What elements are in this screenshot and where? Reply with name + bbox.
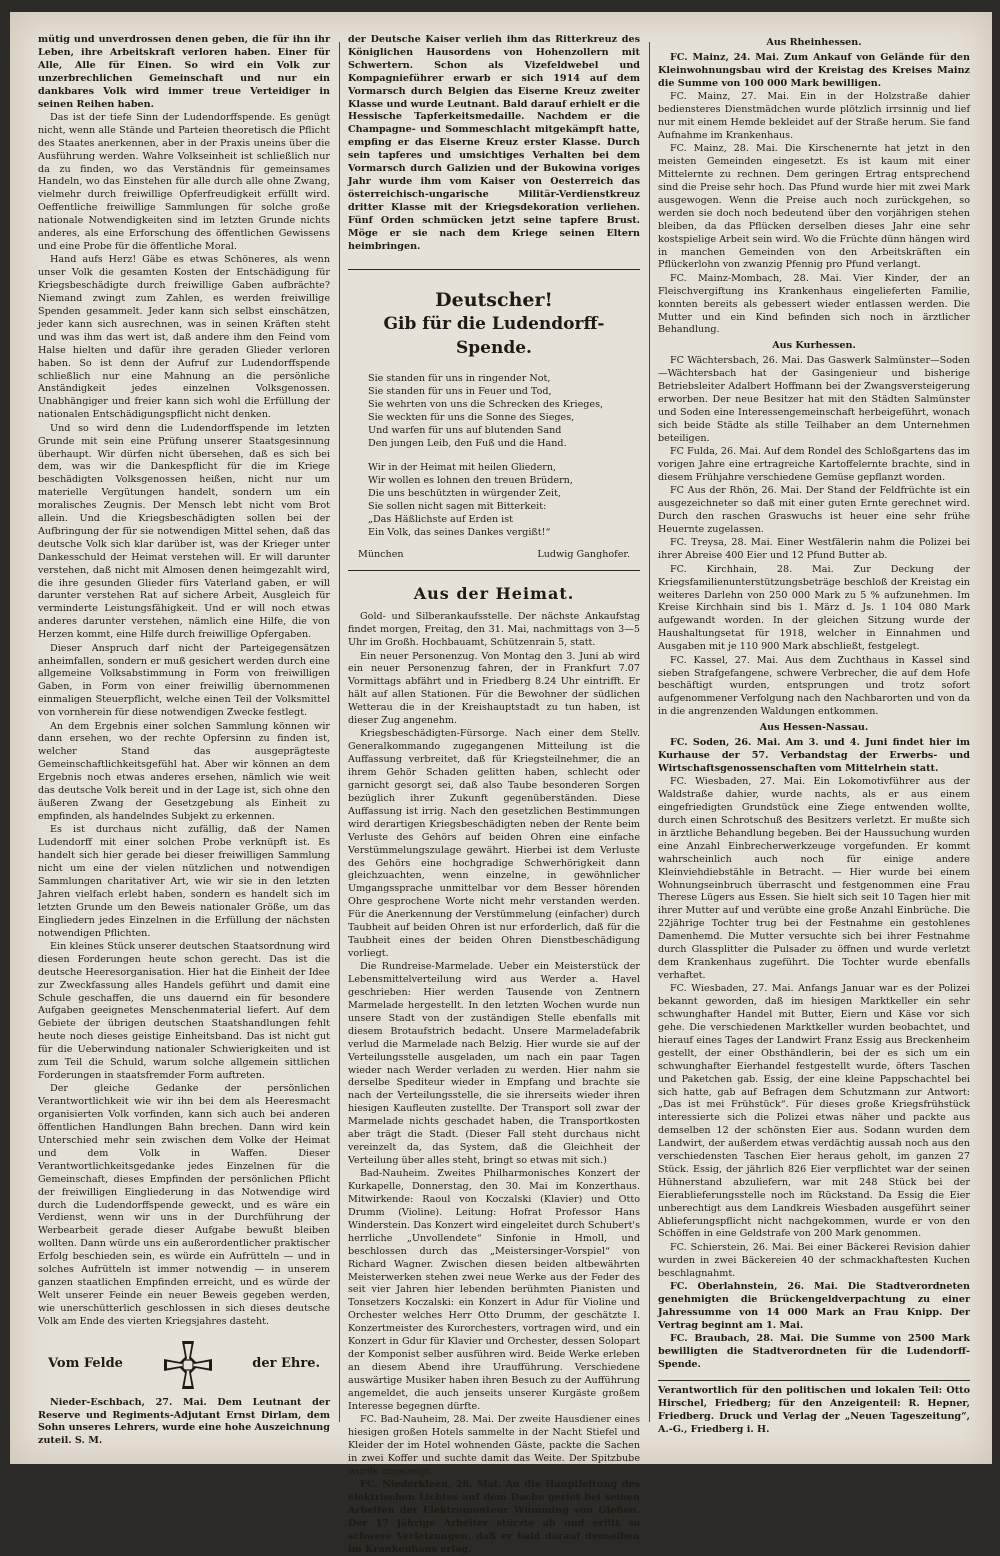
paragraph: FC. Mainz, 27. Mai. Ein in der Holzstraße dahier bediensteres Dienstmädchen wurde plötzlich irrsinnig und lief nur mit einem Hemde bekleidet auf der Straße herum. Sie fand Aufnahme im Krankenhaus. <box>658 91 970 141</box>
poem-line: Die uns beschützten in würgender Zeit, <box>368 488 562 500</box>
poem-line: Sie standen für uns in ringender Not, <box>368 373 551 385</box>
column-2 <box>348 34 640 1555</box>
felde-heading-left: Vom Felde <box>48 1356 123 1372</box>
paragraph: FC. Mainz, 24. Mai. Zum Ankauf von Gelände für den Kleinwohnungsbau wird der Kreistag des Kreises Mainz die Summe von 100 000 Mark bewilligen. <box>658 51 970 89</box>
poem-line: Den jungen Leib, den Fuß und die Hand. <box>368 438 567 450</box>
poem-line: Sie sollen nicht sagen mit Bitterkeit: <box>368 501 547 513</box>
paragraph: FC. Oberlahnstein, 26. Mai. Die Stadtverordneten genehmigten die Brückengeldverpachtung zu einer Jahressumme von 14 000 Mark an Frau Knipp. Der Vertrag beginnt am 1. Mai. <box>658 1281 970 1331</box>
poem-subtitle: Gib für die Ludendorff-Spende. <box>383 314 605 359</box>
paragraph: Der gleiche Gedanke der persönlichen Verantwortlichkeit wie wir ihn bei dem als Heeresmacht organisierten Volk vorfinden, kann sich auch bei anderen öffentlichen Handlungen Bahn brechen. Dann wird kein Unterschied mehr sein zwischen dem Volke der Heimat und dem Volk in Waffen. Dieser Verantwortlichkeitsgedanke jedes Einzelnen für die Gemeinschaft, dieses Empfinden der persönlichen Pflicht der freiwilligen Eingliederung in das Notwendige wird durch die Ludendorffspende geweckt, und es wäre ein Verdienst, wenn wir uns in der Durchführung der Werbearbeit gerade dieser Aufgabe bewußt bleiben wollten. Dann würde uns ein außerordentlicher praktischer Erfolg beschieden sein, es würde ein Aufrütteln — und in solches Aufrütteln ist immer notwendig — in unserem ganzen staatlichen Empfinden erreicht, und es würde der Welt unserer Feinde ein neuer Beweis gegeben werden, wie unerschütterlich geschlossen in sich dieses deutsche Volk am Ende des vierten Kriegsjahres dasteht. <box>38 1083 330 1327</box>
paragraph: FC. Niederkleen, 28. Mai. An die Hauptleitung des elektrischen Lichtes auf dem Dache geriet bei seinen Arbeiten der Elektromonteur Wümming von Gießen. Der 17 jährige Arbeiter stürzte ab und erlitt so schwere Verletzungen, daß er bald darauf denselben im Krankenhaus erlag. <box>348 1479 640 1555</box>
section-heading: Aus Rheinhessen. <box>766 37 862 48</box>
felde-heading-right: der Ehre. <box>252 1356 320 1372</box>
poem-line: Und warfen für uns auf blutenden Sand <box>368 425 562 437</box>
poem-signature <box>354 549 634 562</box>
paragraph: FC. Wiesbaden, 27. Mai. Ein Lokomotivführer aus der Waldstraße dahier, wurde nachts, als er aus einem eingefriedigten Grundstück eine Ziege entwenden wollte, durch einen Schrotschuß des Besitzers verletzt. Er mußte sich in ärztliche Behandlung begeben. Bei der Haussuchung wurden eine Anzahl Einbrecherwerkzeuge vorgefunden. Er kommt wahrscheinlich auch noch für einige andere Kleinviehdiebstähle in Betracht. — Hier wurde bei einem Wohnungseinbruch überrascht und festgenommen eine Frau Therese Lügers aus Essen. Sie hielt sich seit 10 Tagen hier mit ihrer Mutter auf und verübte eine große Anzahl Einbrüche. Die 22jährige Tochter trug bei der Festnahme ein gestohlenes Damenhemd. Die Mutter versuchte sich bei ihrer Festnahme durch Glassplitter die Pulsader zu öffnen und wurde verletzt dem Krankenhaus zugeführt. Die Tochter wurde ebenfalls verhaftet. <box>658 776 970 981</box>
poem-line: Sie wehrten von uns die Schrecken des Krieges, <box>368 399 604 411</box>
column-3 <box>658 34 970 1434</box>
iron-cross-icon <box>162 1339 214 1391</box>
paragraph: Ein kleines Stück unserer deutschen Staatsordnung wird diesen Forderungen heute schon gerecht. Das ist die deutsche Heeresorganisation. Hier hat die Einheit der Idee zur Zweckfassung alles Handels geführt und damit eine Schule geschaffen, die uns dauernd ein für besondere Aufgaben geeignetes Menschenmaterial liefert. Auf dem Gebiete der übrigen deutschen Staatshandlungen fehlt heute noch dieses geistige Einheitsband. Das ist nicht gut für die Ueberwindung nationaler Schwierigkeiten und ist zum Teil die Schuld, warum solche allgemein sittlichen Forderungen in staatsfremder Form auftreten. <box>38 940 330 1081</box>
paragraph: Gold- und Silberankaufsstelle. Der nächste Ankaufstag findet morgen, Freitag, den 31. Mai, nachmittags von 3—5 Uhr im Großh. Hochbauamt, Schützenrain 5, statt. <box>348 611 640 649</box>
paragraph: FC. Braubach, 28. Mai. Die Summe von 2500 Mark bewilligten die Stadtverordneten für die Ludendorff-Spende. <box>658 1333 970 1371</box>
paragraph: Es ist durchaus nicht zufällig, daß der Namen Ludendorff mit einer solchen Probe verknüpft ist. Es handelt sich hier gerade bei dieser freiwilligen Sammlung nicht um eine der vielen nützlichen und notwendigen Sammlungen charitativer Art, wie wir sie in den letzten Jahren vielfach erlebt haben, sondern es handelt sich im letzten Grunde um den Beweis nationaler Größe, um das Eingliedern jedes Einzelnen in die Erfüllung der nächsten notwendigen Pflichten. <box>38 824 330 939</box>
column-1 <box>38 34 330 1447</box>
poem-author: Ludwig Ganghofer. <box>537 549 630 561</box>
paragraph: FC. Treysa, 28. Mai. Einer Westfälerin nahm die Polizei bei ihrer Abreise 400 Eier und 12 Pfund Butter ab. <box>658 537 970 562</box>
poem-line: Wir wollen es lohnen den treuen Brüdern, <box>368 475 573 487</box>
poem-line: „Das Häßlichste auf Erden ist <box>368 514 514 526</box>
paragraph: An dem Ergebnis einer solchen Sammlung können wir dann ersehen, wo der rechte Opfersinn zu finden ist, welcher Stand das ausgeprägteste Gemeinschaftlichkeitsgefühl hat. Aber wir können an dem Ergebnis noch etwas anderes ersehen, nämlich wie weit das deutsche Volk bereit und in der Lage ist, sich ohne den äußeren Zwang der Gesetzgebung als Einheit zu empfinden, als handelndes Subjekt zu erkennen. <box>38 720 330 822</box>
paragraph: FC. Wiesbaden, 27. Mai. Anfangs Januar war es der Polizei bekannt geworden, daß im hiesigen Marktkeller ein sehr schwunghafter Handel mit Butter, Eiern und Käse vor sich gehe. Die verschiedenen Marktkeller wurden beobachtet, und hierauf eines Tages der Landwirt Franz Essig aus Breckenheim gestellt, der einer Obsthändlerin, bei der es sich um ein schwunghafter Eierhandel festgestellt wurde, öfters Taschen und Paketchen gab. Essig, der eine kleine Pappschachtel bei sich hatte, gab auf Befragen dem Schutzmann zur Antwort: „Das ist mei Frühstück“. Für dieses große Kriegsfrühstück interessierte sich die Polizei etwas näher und packte aus demselben 12 der schönsten Eier aus. Sodann wurden dem Landwirt, der außerdem etwas verdächtig aussah noch aus den verschiedensten Taschen Eier heraus geholt, im ganzen 27 Stück. Essig, der jährlich 826 Eier verpflichtet war der seinen Hühnerstand abzuliefern, war mit 248 Stück bei der Eierablieferungsstelle noch im Rückstand. Da Essig die Eier unberechtigt aus dem Landkreis Wiesbaden ausgeführt seiner Ablieferungspflicht nicht nachgekommen, wurde er von den Schöffen in eine Geldstrafe von 200 Mark genommen. <box>658 983 970 1240</box>
paragraph: FC. Bad-Nauheim, 28. Mai. Der zweite Hausdiener eines hiesigen großen Hotels sammelte in der Nacht Stiefel und Kleider der im Hotel wohnenden Gäste, packte die Sachen in zwei Koffer und suchte damit das Weite. Der Spitzbube wurde angezeigt. <box>348 1414 640 1477</box>
newspaper-page <box>10 12 992 1555</box>
paragraph: Nieder-Eschbach, 27. Mai. Dem Leutnant der Reserve und Regiments-Adjutant Ernst Dirlam, dem Sohn unseres Lehrers, wurde eine hohe Auszeichnung zuteil. S. M. <box>38 1396 330 1447</box>
stanza-gap <box>354 450 634 461</box>
poem-line: Sie standen für uns in Feuer und Tod, <box>368 386 552 398</box>
paragraph: Und so wird denn die Ludendorffspende im letzten Grunde mit sein eine Prüfung unserer Staatsgesinnung überhaupt. Wir dürfen nicht übersehen, daß es sich bei dem, was wir die Dankespflicht für die im Kriege beschädigten Volksgenossen heißen, nicht nur um materielle Vergütungen handelt, sondern um ein moralisches Zeugnis. Der Mensch lebt nicht vom Brot allein. Und die Kriegsbeschädigten sollen bei der Aufbringung der für sie notwendigen Mittel sehen, daß das deutsche Volk sich klar darüber ist, was der Krieger unter Dankesschuld der Heimat verstehen will. Er will darunter verstehen, daß nicht mit Almosen denen heimgezahlt wird, die ihre gesunden Glieder fürs Vaterland gaben, er will darunter verstehen Rat auf sichere Arbeit, Ausgleich für verminderte Leistungsfähigkeit. Und er will noch etwas anderes darunter verstehen, nämlich eine Hilfe, die von Herzen kommt, eine Hilfe durch freiwillige Opfergaben. <box>38 422 330 641</box>
paragraph: FC. Kassel, 27. Mai. Aus dem Zuchthaus in Kassel sind sieben Strafgefangene, schwere Verbrecher, die auf dem Hofe beschäftigt wurden, entsprungen und trotz sofort aufgenommener Verfolgung nach den Nachbarorten und von da in die angrenzenden Waldungen entkommen. <box>658 654 970 718</box>
paragraph: Bad-Nauheim. Zweites Philharmonisches Konzert der Kurkapelle, Donnerstag, den 30. Mai im Konzerthaus. Mitwirkende: Raoul von Koczalski (Klavier) und Otto Drumm (Violine). Leitung: Hofrat Professor Hans Winderstein. Das Konzert wird eingeleitet durch Schubert's herrliche „Unvollendete“ Sinfonie in Hmoll, und beschlossen durch das „Meistersinger-Vorspiel“ von Richard Wagner. Zwischen diesen beiden altbewährten Meisterwerken stehen zwei neue Werke aus der Feder des seit vier Jahren hier lebenden berühmten Pianisten und Tonsetzers Koczalski: ein Konzert in Adur für Violine und Orchester welches Herr Otto Drumm, der geschätzte I. Konzertmeister des Kurorchesters, vortragen wird, und ein Konzert in Gdur für Klavier und Orchester, dessen Solopart der Komponist selber ausführen wird. Beide Werke erleben an diesem Abend ihre Uraufführung. Verschiedene auswärtige Musiker haben ihren Besuch zu der Aufführung angemeldet, die auch jenseits unserer Kurgäste großem Interesse begegnen dürfte. <box>348 1168 640 1412</box>
paragraph: Kriegsbeschädigten-Fürsorge. Nach einer dem Stellv. Generalkommando zugegangenen Mitteilung ist die Auffassung verbreitet, daß für Kriegsteilnehmer, die an ihrem Gehör Schaden gelitten haben, schlecht oder garnicht gesorgt sei, daß also Taube besonderen Sorgen bezüglich ihrer Zukunft gegenüberständen. Diese Auffassung ist irrig. Nach den gesetzlichen Bestimmungen wird derartigen Kriegsbeschädigten neben der Rente beim Verluste des Gehörs auf beiden Ohren eine einfache Verstümmelungszulage gewährt. Hierbei ist dem Verluste des Gehörs eine hochgradige Schwerhörigkeit dann gleichzuachten, wenn einzelne, in gewöhnlicher Umgangssprache unmittelbar vor dem Besser hörenden Ohre gesprochene Worte nicht mehr verstanden werden. Für die Anerkennung der Verstümmelung (einfacher) durch Taubheit auf beiden Ohren ist nur erforderlich, daß für die Taubheit eines der beiden Ohren Dienstbeschädigung vorliegt. <box>348 728 640 959</box>
imprint: Verantwortlich für den politischen und lokalen Teil: Otto Hirschel, Friedberg; für den Anzeigenteil: R. Hepner, Friedberg. Druck und Verlag der „Neuen Tageszeitung“, A.-G., Friedberg i. H. <box>658 1380 970 1437</box>
felde-heading <box>38 1339 330 1391</box>
paragraph: FC. Soden, 26. Mai. Am 3. und 4. Juni findet hier im Kurhause der 57. Verbandstag der Erwerbs- und Wirtschaftsgenossenschaften vom Mittelrhein statt. <box>658 737 970 774</box>
paragraph: Dieser Anspruch darf nicht der Parteigegensätzen anheimfallen, sondern er muß gesichert werden durch eine allgemeine Volksabstimmung in Form von freiwilligen Gaben, in Form von einer freiwillig übernommenen einmaligen Steuerpflicht, welche einen Teil der Volksmittel von vornherein für diese notwendigen Zwecke festlegt. <box>38 642 330 719</box>
poem-box <box>348 269 640 571</box>
poem-line: Ein Volk, das seines Dankes vergißt!“ <box>368 527 551 539</box>
paragraph: Ein neuer Personenzug. Von Montag den 3. Juni ab wird ein neuer Personenzug fahren, der in Frankfurt 7.07 Vormittags abfährt und in Friedberg 8.24 Uhr eintrifft. Er hält auf allen Stationen. Für die Bewohner der südlichen Wetterau die in der Kreishauptstadt zu tun haben, ist dieser Zug angenehm. <box>348 650 640 727</box>
paragraph: FC. Mainz-Mombach, 28. Mai. Vier Kinder, der an Fleischvergiftung ins Krankenhaus eingelieferten Familie, konnten bereits als gebessert wieder entlassen werden. Die Mutter und ein Kind befinden sich noch in ärztlicher Behandlung. <box>658 272 970 336</box>
column-divider <box>649 42 650 1422</box>
paragraph: der Deutsche Kaiser verlieh ihm das Ritterkreuz des Königlichen Hausordens von Hohenzollern mit Schwertern. Schon als Vizefeldwebel und Kompagnieführer erwarb er sich 1914 auf dem Vormarsch durch Belgien das Eiserne Kreuz zweiter Klasse und wurde Leutnant. Bald darauf erhielt er die Hessische Tapferkeitsmedaille. Nachdem er die Champagne- und Sommeschlacht mitgekämpft hatte, empfing er das Eiserne Kreuz erster Klasse. Durch sein tapferes und umsichtiges Verhalten bei dem Vormarsch durch Galizien und der Bukowina voriges Jahr wurde ihm vom Kaiser von Oesterreich das österreichisch-ungarische Militär-Verdienstkreuz dritter Klasse mit der Kriegsdekoration verliehen. Fünf Orden schmücken jetzt seine tapfere Brust. Möge er sie nach dem Kriege seinen Eltern heimbringen. <box>348 34 640 252</box>
section-heading: Aus Kurhessen. <box>772 340 856 352</box>
paragraph: Das ist der tiefe Sinn der Ludendorffspende. Es genügt nicht, wenn alle Stände und Parteien theoretisch die Pflicht des Staates anerkennen, aber in der Praxis uneins über die Ausführung werden. Wahre Volkseinheit ist schließlich nur da zu finden, wo das Verständnis für gemeinsames Handeln, wo das Einstehen für alle durch alle ohne Zwang, vielmehr durch freiwillige Opferfreudigkeit erfüllt wird. Oeffentliche freiwillige Sammlungen für solche große nationale Notwendigkeiten sind im letzten Grunde nichts anderes, als eine Erforschung des öffentlichen Gewissens und eine Probe für die öffentliche Moral. <box>38 111 330 252</box>
paragraph: Die Rundreise-Marmelade. Ueber ein Meisterstück der Lebensmittelverteilung wird aus Werder a. Havel geschrieben: Hier werden Tausende von Zentnern Marmelade hergestellt. In den letzten Wochen wurde nun unsere Stadt von der zuständigen Stelle ebenfalls mit diesem Brotaufstrich bedacht. Unsere Marmeladefabrik verlud die Marmelade nach Belzig. Hier wurde sie auf der Verteilungsstelle ausgeladen, um nach ein paar Tagen wieder nach Werder verladen zu werden. Hier nahm sie derselbe Spediteur wieder in Empfang und brachte sie nach der Verteilungsstelle, die sie ihrerseits wieder ihren hiesigen Kaufleuten zustellte. Der Transport soll zwar der Marmelade nichts geschadet haben, die Transportkosten aber trägt die Stadt. (Dieser Fall steht durchaus nicht vereinzelt da, das System, daß die Gleichheit der Verteilung über alles steht, bringt so etwas mit sich.) <box>348 961 640 1166</box>
paragraph: FC. Schierstein, 26. Mai. Bei einer Bäckerei Revision dahier wurden in zwei Bäckereien 40 der schmackhaftesten Kuchen beschlagnahmt. <box>658 1241 970 1279</box>
poem-place: München <box>358 549 404 561</box>
paragraph: FC Wächtersbach, 26. Mai. Das Gaswerk Salmünster—Soden—Wächtersbach hat der Gasingenieur und bisherige Betriebsleiter Adalbert Hoffmann bei der Zwangsversteigerung erworben. Der neue Besitzer hat mit den Städten Salmünster und Soden eine Interessengemeinschaft herbeigeführt, wonach sich beide Städte als stille Teilhaber an dem Unternehmen beteiligen. <box>658 355 970 444</box>
poem-line: Sie weckten für uns die Sonne des Sieges, <box>368 412 575 424</box>
paragraph: FC. Mainz, 28. Mai. Die Kirschenernte hat jetzt in den meisten Gemeinden eingesetzt. Es ist kaum mit einer Mittelernte zu rechnen. Dem geringen Ertrag entsprechend sind die Preise sehr hoch. Das Pfund wurde hier mit zwei Mark ausgewogen. Wenn die Preise auch noch zurückgehen, so werden sie doch noch bedeutend über den vorjährigen stehen bleiben, da das Pflücken derselben dieses Jahr eine sehr kostspielige Arbeit sein wird. Wo die Früchte dünn hängen wird in manchen Gemeinden von den Arbeitskräften ein Pflückerlohn von zwanzig Pfennig pro Pfund verlangt. <box>658 143 970 271</box>
paragraph: FC Fulda, 26. Mai. Auf dem Rondel des Schloßgartens das im vorigen Jahre eine ertragreiche Kartoffelernte brachte, sind in diesem Frühjahre verschiedene Gemüse gepflanzt worden. <box>658 446 971 483</box>
paragraph: FC Aus der Rhön, 26. Mai. Der Stand der Feldfrüchte ist ein ausgezeichneter so daß mit einer guten Ernte gerechnet wird. Durch den raschen Graswuchs ist heuer eine sehr frühe Heuernte zugelassen. <box>658 485 970 536</box>
poem-title: Deutscher! <box>435 289 553 312</box>
section-heading: Aus Hessen-Nassau. <box>759 722 869 734</box>
paragraph: FC. Kirchhain, 28. Mai. Zur Deckung der Kriegsfamilienunterstützungsbeträge beschloß der Kreistag ein weiteres Darlehn von 250 000 Mark zu 5 % aufzunehmen. Im Kreise Kirchhain sind bis 1. März d. Js. 1 104 080 Mark aufgewandt worden. In der gleichen Sitzung wurde der Haushaltungsetat für 1918, welcher in Einnahmen und Ausgaben mit je 110 900 Mark abschließt, festgelegt. <box>658 563 970 653</box>
section-heading: Aus der Heimat. <box>413 584 575 604</box>
paragraph: mütig und unverdrossen denen geben, die für ihn ihr Leben, ihre Arbeitskraft verloren haben. Einer für Alle, Alle für Einen. So wird ein Volk zur unzerbrechlichen Gemeinschaft und nur ein dankbares Volk wird immer treue Verteidiger in seinen Reihen haben. <box>38 34 330 110</box>
column-divider <box>339 42 340 1422</box>
paragraph: Hand aufs Herz! Gäbe es etwas Schöneres, als wenn unser Volk die gesamten Kosten der Entschädigung für Kriegsbeschädigte durch freiwillige Gaben aufbrächte? Niemand zwingt zum Zahlen, es werden freiwillige Spenden gesammelt. Jeder kann sich selbst einschätzen, jeder kann sich ausrechnen, was in seinen Kräften steht und was ihm das wert ist, daß andere ihm den Feind vom Halse hielten und dafür ihre geraden Glieder verloren haben. So ist denn der Aufruf zur Ludendorffspende schließlich nur eine Mahnung an die persönliche Anständigkeit jedes einzelnen Volksgenossen. Unabhängiger und freier kann sich wohl die Erfüllung der nationalen Entschädigungspflicht nicht denken. <box>38 254 330 421</box>
poem-line: Wir in der Heimat mit heilen Gliedern, <box>368 462 557 474</box>
